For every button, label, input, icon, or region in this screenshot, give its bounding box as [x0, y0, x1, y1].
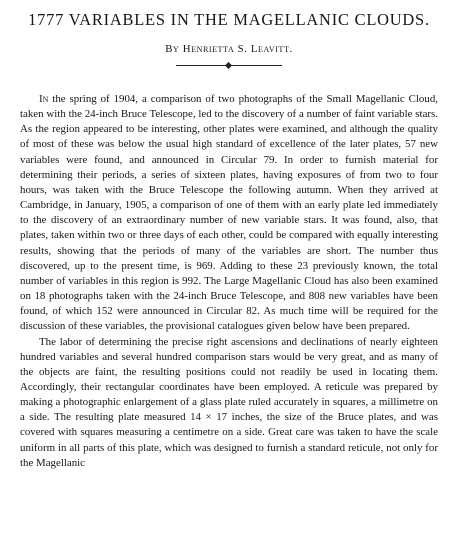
- paragraph-1: [20, 92, 438, 335]
- paper-title: 1777 VARIABLES IN THE MAGELLANIC CLOUDS.: [28, 10, 430, 29]
- paragraph-1-lead: In: [39, 93, 49, 105]
- byline: [20, 43, 438, 56]
- divider-ornament-icon: [225, 62, 232, 69]
- paragraph-2: [20, 335, 438, 471]
- byline-prefix: By: [165, 43, 180, 55]
- author-name: Henrietta S. Leavitt.: [182, 43, 293, 55]
- article-body: [20, 92, 438, 471]
- paragraph-1-text: the spring of 1904, a comparison of two photographs of the Small Magellanic Cloud, taken with the 24-inch Bruce Telescope, led to the discovery of a number of faint variable stars. As the region appeared to be interesting, other plates were examined, and although the quality of most of these was below the usual high standard of excellence of the later plates, 57 new variables were found, and announced in Circular 79. In order to furnish material for determining their periods, a series of sixteen plates, having exposures of from two to four hours, was taken with the Bruce Telescope the following autumn. When they arrived at Cambridge, in January, 1905, a comparison of one of them with an early plate led immediately to the discovery of an extraordinary number of new variable stars. It was found, also, that plates, taken within two or three days of each other, could be compared with equally interesting results, showing that the periods of many of the variables are short. The number thus discovered, up to the present time, is 969. Adding to these 23 previously known, the total number of variables in this region is 992. The Large Magellanic Cloud has also been examined on 18 photographs taken with the 24-inch Bruce Telescope, and 808 new variables have been found, of which 152 were announced in Circular 82. As much time will be required for the discussion of these variables, the provisional catalogues given below have been prepared.: [20, 93, 438, 333]
- title-divider: [176, 62, 282, 69]
- paragraph-2-text: The labor of determining the precise right ascensions and declinations of nearly eighteen hundred variables and several hundred comparison stars would be very great, and as many of the objects are faint, the resulting positions could not readily be used in locating them. Accordingly, their rectangular coordinates have been employed. A reticule was prepared by making a photographic enlargement of a glass plate ruled accurately in squares, a millimetre on a side. The resulting plate measured 14 × 17 inches, the size of the Bruce plates, and was covered with squares measuring a centimetre on a side. Great care was taken to have the scale uniform in all parts of this plate, which was designed to furnish a standard reticule, not only for the Magellanic: [20, 335, 438, 469]
